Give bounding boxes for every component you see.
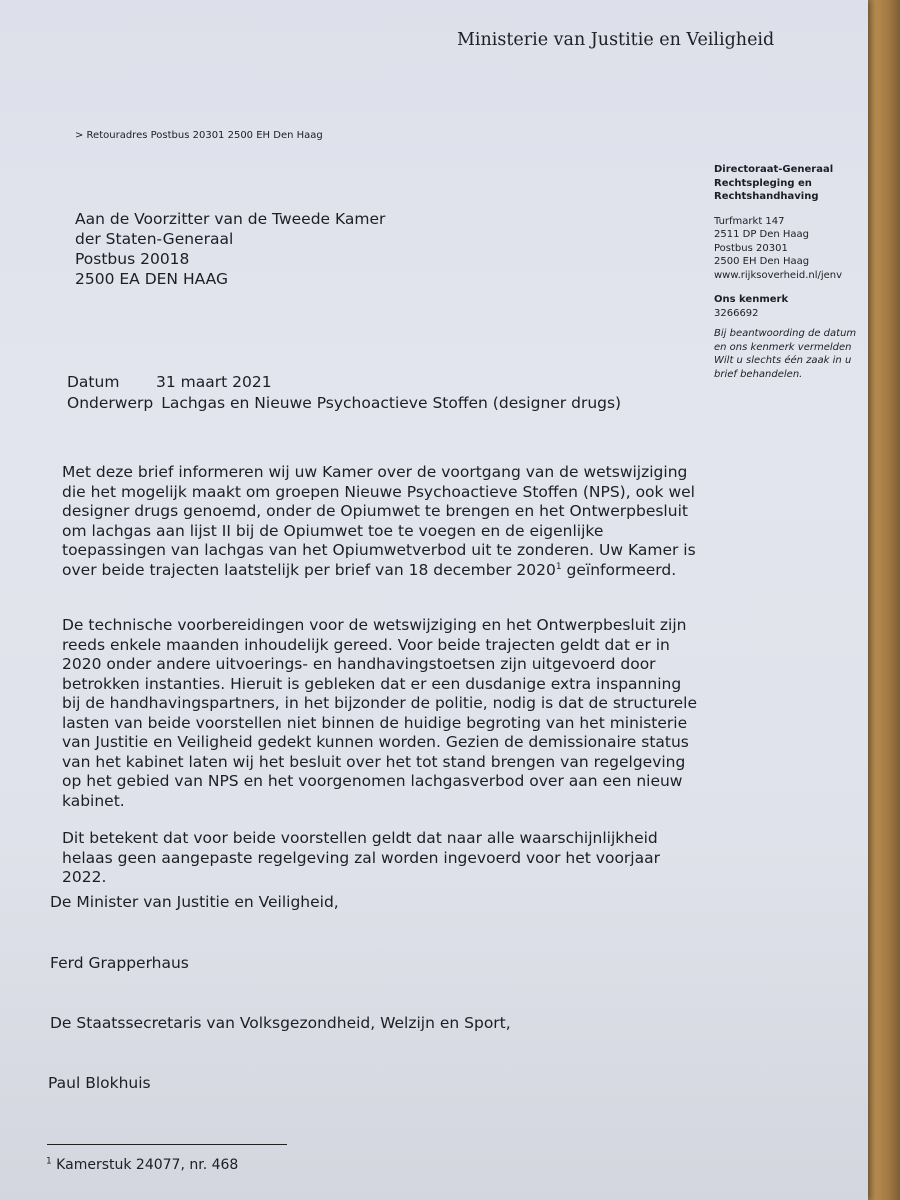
- recipient-address: [75, 209, 385, 289]
- body-line-text: geïnformeerd.: [561, 560, 677, 579]
- date-value: 31 maart 2021: [156, 373, 272, 391]
- sender-address-line: Turfmarkt 147: [714, 215, 785, 227]
- subject-row: [67, 393, 621, 414]
- body-line: 2020 onder andere uitvoerings- en handhavingstoetsen zijn uitgevoerd door: [62, 655, 656, 673]
- body-line-text: over beide trajecten laatstelijk per brief van 18 december 2020: [62, 560, 556, 579]
- body-line: De technische voorbereidingen voor de wetswijziging en het Ontwerpbesluit zijn: [62, 616, 687, 634]
- paragraph-3: [62, 829, 662, 888]
- date-label: Datum: [67, 373, 120, 391]
- footnote: [46, 1157, 238, 1173]
- footnote-divider: [47, 1144, 287, 1145]
- body-line: Dit betekent dat voor beide voorstellen geldt dat naar alle waarschijnlijkheid: [62, 829, 658, 847]
- body-line: reeds enkele maanden inhoudelijk gereed. Voor beide trajecten geldt dat er in: [62, 635, 670, 654]
- recipient-line: 2500 EA DEN HAAG: [75, 270, 228, 288]
- reply-note-line: Wilt u slechts één zaak in u: [714, 355, 852, 366]
- body-line: die het mogelijk maakt om groepen Nieuwe Psychoactieve Stoffen (NPS), ook wel: [62, 482, 695, 501]
- recipient-line: Postbus 20018: [75, 250, 190, 268]
- body-line: van het kabinet laten wij het besluit over het tot stand brengen van regelgeving: [62, 752, 686, 771]
- sender-address-line: 2511 DP Den Haag: [714, 229, 810, 240]
- reply-note-line: en ons kenmerk vermelden: [714, 341, 852, 353]
- reply-note-line: brief behandelen.: [714, 368, 803, 380]
- body-line: Met deze brief informeren wij uw Kamer over de voortgang van de wetswijziging: [62, 463, 688, 481]
- paragraph-2: [62, 616, 698, 811]
- department-line: Rechtshandhaving: [714, 191, 819, 202]
- return-address: > Retouradres Postbus 20301 2500 EH Den Haag: [75, 130, 323, 141]
- body-line: op het gebied van NPS en het voorgenomen lachgasverbod over aan een nieuw: [62, 772, 683, 790]
- body-line: van Justitie en Veiligheid gedekt kunnen worden. Gezien de demissionaire status: [62, 733, 689, 751]
- department-line: Rechtspleging en: [714, 177, 812, 189]
- body-line: designer drugs genoemd, onder de Opiumwet te brengen en het Ontwerpbesluit: [62, 502, 688, 520]
- letter-body: [62, 445, 698, 888]
- letter-meta: [67, 372, 621, 414]
- reference-value: 3266692: [714, 307, 759, 319]
- recipient-line: der Staten-Generaal: [75, 230, 234, 248]
- body-line: [62, 560, 677, 581]
- ministry-header: Ministerie van Justitie en Veiligheid: [457, 30, 775, 50]
- recipient-line: Aan de Voorzitter van de Tweede Kamer: [75, 210, 386, 228]
- website-link[interactable]: www.rijksoverheid.nl/jenv: [714, 269, 843, 281]
- sender-sidebar: [714, 163, 856, 381]
- reply-note-line: Bij beantwoording de datum: [714, 328, 857, 339]
- footnote-marker: 1: [46, 1156, 52, 1167]
- body-line: om lachgas aan lijst II bij de Opiumwet toe te voegen en de eigenlijke: [62, 521, 604, 540]
- date-row: [67, 372, 621, 393]
- subject-value: Lachgas en Nieuwe Psychoactieve Stoffen (designer drugs): [161, 394, 622, 412]
- minister-name: Ferd Grapperhaus: [50, 954, 189, 972]
- footnote-ref[interactable]: 1: [555, 561, 562, 572]
- body-line: helaas geen aangepaste regelgeving zal worden ingevoerd voor het voorjaar: [62, 848, 660, 867]
- subject-label: Onderwerp: [67, 394, 154, 412]
- minister-title: De Minister van Justitie en Veiligheid,: [50, 893, 339, 911]
- secretary-title: De Staatssecretaris van Volksgezondheid, Welzijn en Sport,: [50, 1014, 511, 1032]
- reference-label: Ons kenmerk: [714, 294, 789, 305]
- body-line: bij de handhavingspartners, in het bijzonder de politie, nodig is dat de structurele: [62, 694, 698, 712]
- body-line: betrokken instanties. Hieruit is gebleken dat er een dusdanige extra inspanning: [62, 674, 682, 693]
- secretary-name: Paul Blokhuis: [48, 1074, 151, 1092]
- footnote-text: Kamerstuk 24077, nr. 468: [51, 1157, 239, 1173]
- body-line: lasten van beide voorstellen niet binnen de huidige begroting van het ministerie: [62, 713, 688, 732]
- sender-address-line: 2500 EH Den Haag: [714, 256, 810, 267]
- body-line: 2022.: [62, 868, 107, 886]
- sender-address-line: Postbus 20301: [714, 242, 788, 254]
- body-line: toepassingen van lachgas van het Opiumwetverbod uit te zonderen. Uw Kamer is: [62, 541, 696, 559]
- body-line: kabinet.: [62, 791, 125, 810]
- department-line: Directoraat-Generaal: [714, 164, 834, 175]
